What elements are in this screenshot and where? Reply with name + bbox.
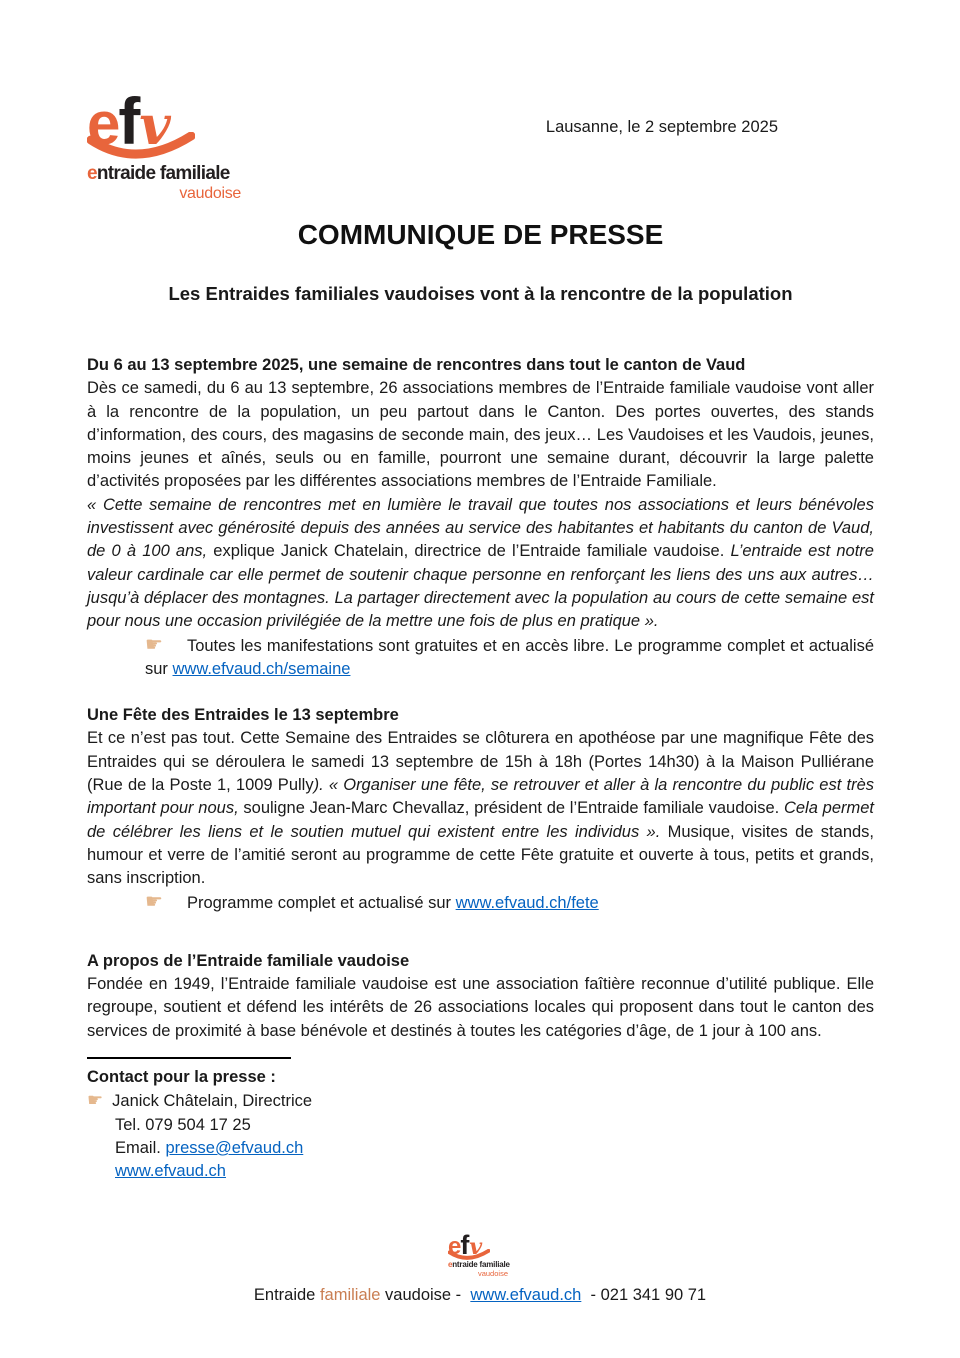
contact-name: Janick Châtelain, Directrice	[112, 1092, 313, 1111]
efv-logo-small	[448, 1232, 512, 1278]
text-segment: vaudoise -	[380, 1286, 471, 1304]
text-segment: Toutes les manifestations sont gratuites et en accès libre. Le programme complet et actualisé sur	[145, 636, 874, 678]
contact-email-line	[115, 1137, 874, 1160]
pointing-hand-icon: ☛	[87, 1090, 104, 1111]
pointing-hand-icon: ☛	[145, 633, 163, 656]
hyperlink[interactable]: www.efvaud.ch	[470, 1286, 582, 1304]
page-title: COMMUNIQUE DE PRESSE	[297, 219, 664, 250]
contact-block	[87, 1057, 874, 1183]
pointing-hand-icon: ☛	[145, 890, 163, 913]
contact-website-line	[115, 1160, 874, 1183]
logo-tagline-accent: e	[448, 1260, 453, 1269]
hyperlink[interactable]: presse@efvaud.ch	[165, 1138, 304, 1157]
efv-logo-letters	[87, 84, 247, 160]
section-semaine-quote	[87, 494, 874, 634]
text-segment: Musique, visites de stands, humour et verre de l’amitié seront au programme de cette Fête gratuite et ouverte à tous, petits et grands, sans inscription.	[87, 822, 874, 888]
header	[87, 84, 874, 203]
text-segment: souligne Jean-Marc Chevallaz, président de l’Entraide familiale vaudoise.	[243, 799, 784, 818]
logo-tagline-rest: ntraide familiale	[96, 163, 230, 184]
hyperlink[interactable]: www.efvaud.ch/fete	[455, 893, 599, 912]
logo-tagline-rest: ntraide familiale	[452, 1260, 510, 1269]
text-segment: Entraide	[253, 1286, 320, 1304]
section-fete-paragraph	[87, 727, 874, 890]
logo-letter-f: f	[118, 84, 140, 158]
text-segment: L’entraide est notre valeur cardinale car elle permet de soutenir chaque personne en renforçant les liens des uns aux autres… jusqu’à déplacer des montagnes. La partager directement avec la population au cours de cette semaine est pour nous une occasion privilégiée de la mettre une fois de plus en pratique ».	[87, 542, 874, 631]
text-segment: explique Janick Chatelain, directrice de l’Entraide familiale vaudoise.	[213, 542, 731, 561]
footer-text	[0, 1286, 960, 1305]
logo-tagline-2: vaudoise	[477, 1269, 508, 1278]
text-segment: Programme complet et actualisé sur	[186, 893, 456, 912]
logo-letter-v: v	[469, 1234, 483, 1260]
text-segment: Email.	[115, 1138, 166, 1157]
footer	[0, 1232, 960, 1305]
logo-letter-e: e	[87, 90, 119, 157]
contact-heading: Contact pour la presse :	[87, 1068, 276, 1087]
section-fete	[87, 704, 874, 915]
page-subtitle: Les Entraides familiales vaudoises vont à la rencontre de la population	[168, 283, 793, 304]
logo-letter-e: e	[448, 1233, 461, 1260]
section-semaine	[87, 354, 874, 681]
section-apropos-paragraph: Fondée en 1949, l’Entraide familiale vaudoise est une association faîtière reconnue d’utilité publique. Elle regroupe, soutient et défend les intérêts de 26 associations locales qui proposent dans tout le canton des services de proximité à base bénévole et destinés à toutes les catégories d’âge, de 1 jour à 100 ans.	[87, 975, 874, 1040]
logo-tagline-1	[87, 163, 247, 185]
text-segment: Et ce n’est pas tout. Cette Semaine des Entraides se clôturera en apothéose par une magnifique Fête des Entraides qui se déroulera le samedi 13 septembre de 15h à 18h (Portes 14h30) à la Maison Pulliérane (Rue de la Poste 1, 1009 Pully	[87, 729, 874, 795]
bullet-programme-fete	[145, 891, 874, 915]
logo-swoosh-icon	[87, 132, 195, 164]
logo-swoosh-icon	[448, 1249, 490, 1262]
text-segment: familiale	[319, 1286, 381, 1304]
section-fete-heading: Une Fête des Entraides le 13 septembre	[87, 706, 399, 725]
contact-name-line	[87, 1089, 874, 1113]
section-apropos	[87, 950, 874, 1043]
body-text	[87, 354, 874, 1184]
contact-divider	[87, 1057, 291, 1059]
hyperlink[interactable]: www.efvaud.ch/semaine	[172, 659, 351, 678]
logo-tagline-2: vaudoise	[179, 185, 241, 202]
text-segment: « Cette semaine de rencontres met en lumière le travail que toutes nos associations et leurs bénévoles investissent avec générosité depuis des années au service des habitantes et habitants du canton de Vaud, de 0 à 100 ans,	[87, 495, 874, 561]
logo-tagline-accent: e	[87, 163, 97, 184]
section-semaine-heading: Du 6 au 13 septembre 2025, une semaine de rencontres dans tout le canton de Vaud	[87, 356, 746, 374]
bullet-programme-semaine	[145, 634, 874, 682]
text-segment: Cela permet de célébrer les liens et le soutien mutuel qui existent entre les individus ».	[87, 799, 874, 841]
text-segment: ). « Organiser une fête, se retrouver et aller à la rencontre du public est très important pour nous,	[87, 776, 874, 818]
bullet-programme-fete-text	[187, 894, 599, 912]
efv-logo	[87, 84, 247, 203]
hyperlink[interactable]: www.efvaud.ch	[115, 1162, 226, 1181]
bullet-programme-semaine-text	[145, 637, 874, 678]
section-apropos-heading: A propos de l’Entraide familiale vaudoise	[87, 951, 410, 970]
section-semaine-paragraph: Dès ce samedi, du 6 au 13 septembre, 26 associations membres de l’Entraide familiale vaudoise vont aller à la rencontre de la population, un peu partout dans le Canton. Des portes ouvertes, des stands d’information, des cours, des magasins de seconde main, des jeux… Les Vaudoises et les Vaudois, jeunes, moins jeunes et aînés, seuls ou en famille, pourront une semaine durant, découvrir la large palette d’activités proposées par les différentes associations membres de l’Entraide Familiale.	[87, 379, 874, 491]
text-segment: - 021 341 90 71	[581, 1286, 707, 1304]
dateline: Lausanne, le 2 septembre 2025	[545, 118, 778, 136]
logo-letter-f: f	[460, 1230, 470, 1260]
logo-letter-v: v	[139, 93, 171, 157]
efv-logo-small-letters	[448, 1232, 512, 1260]
contact-phone-line: Tel. 079 504 17 25	[115, 1115, 251, 1134]
